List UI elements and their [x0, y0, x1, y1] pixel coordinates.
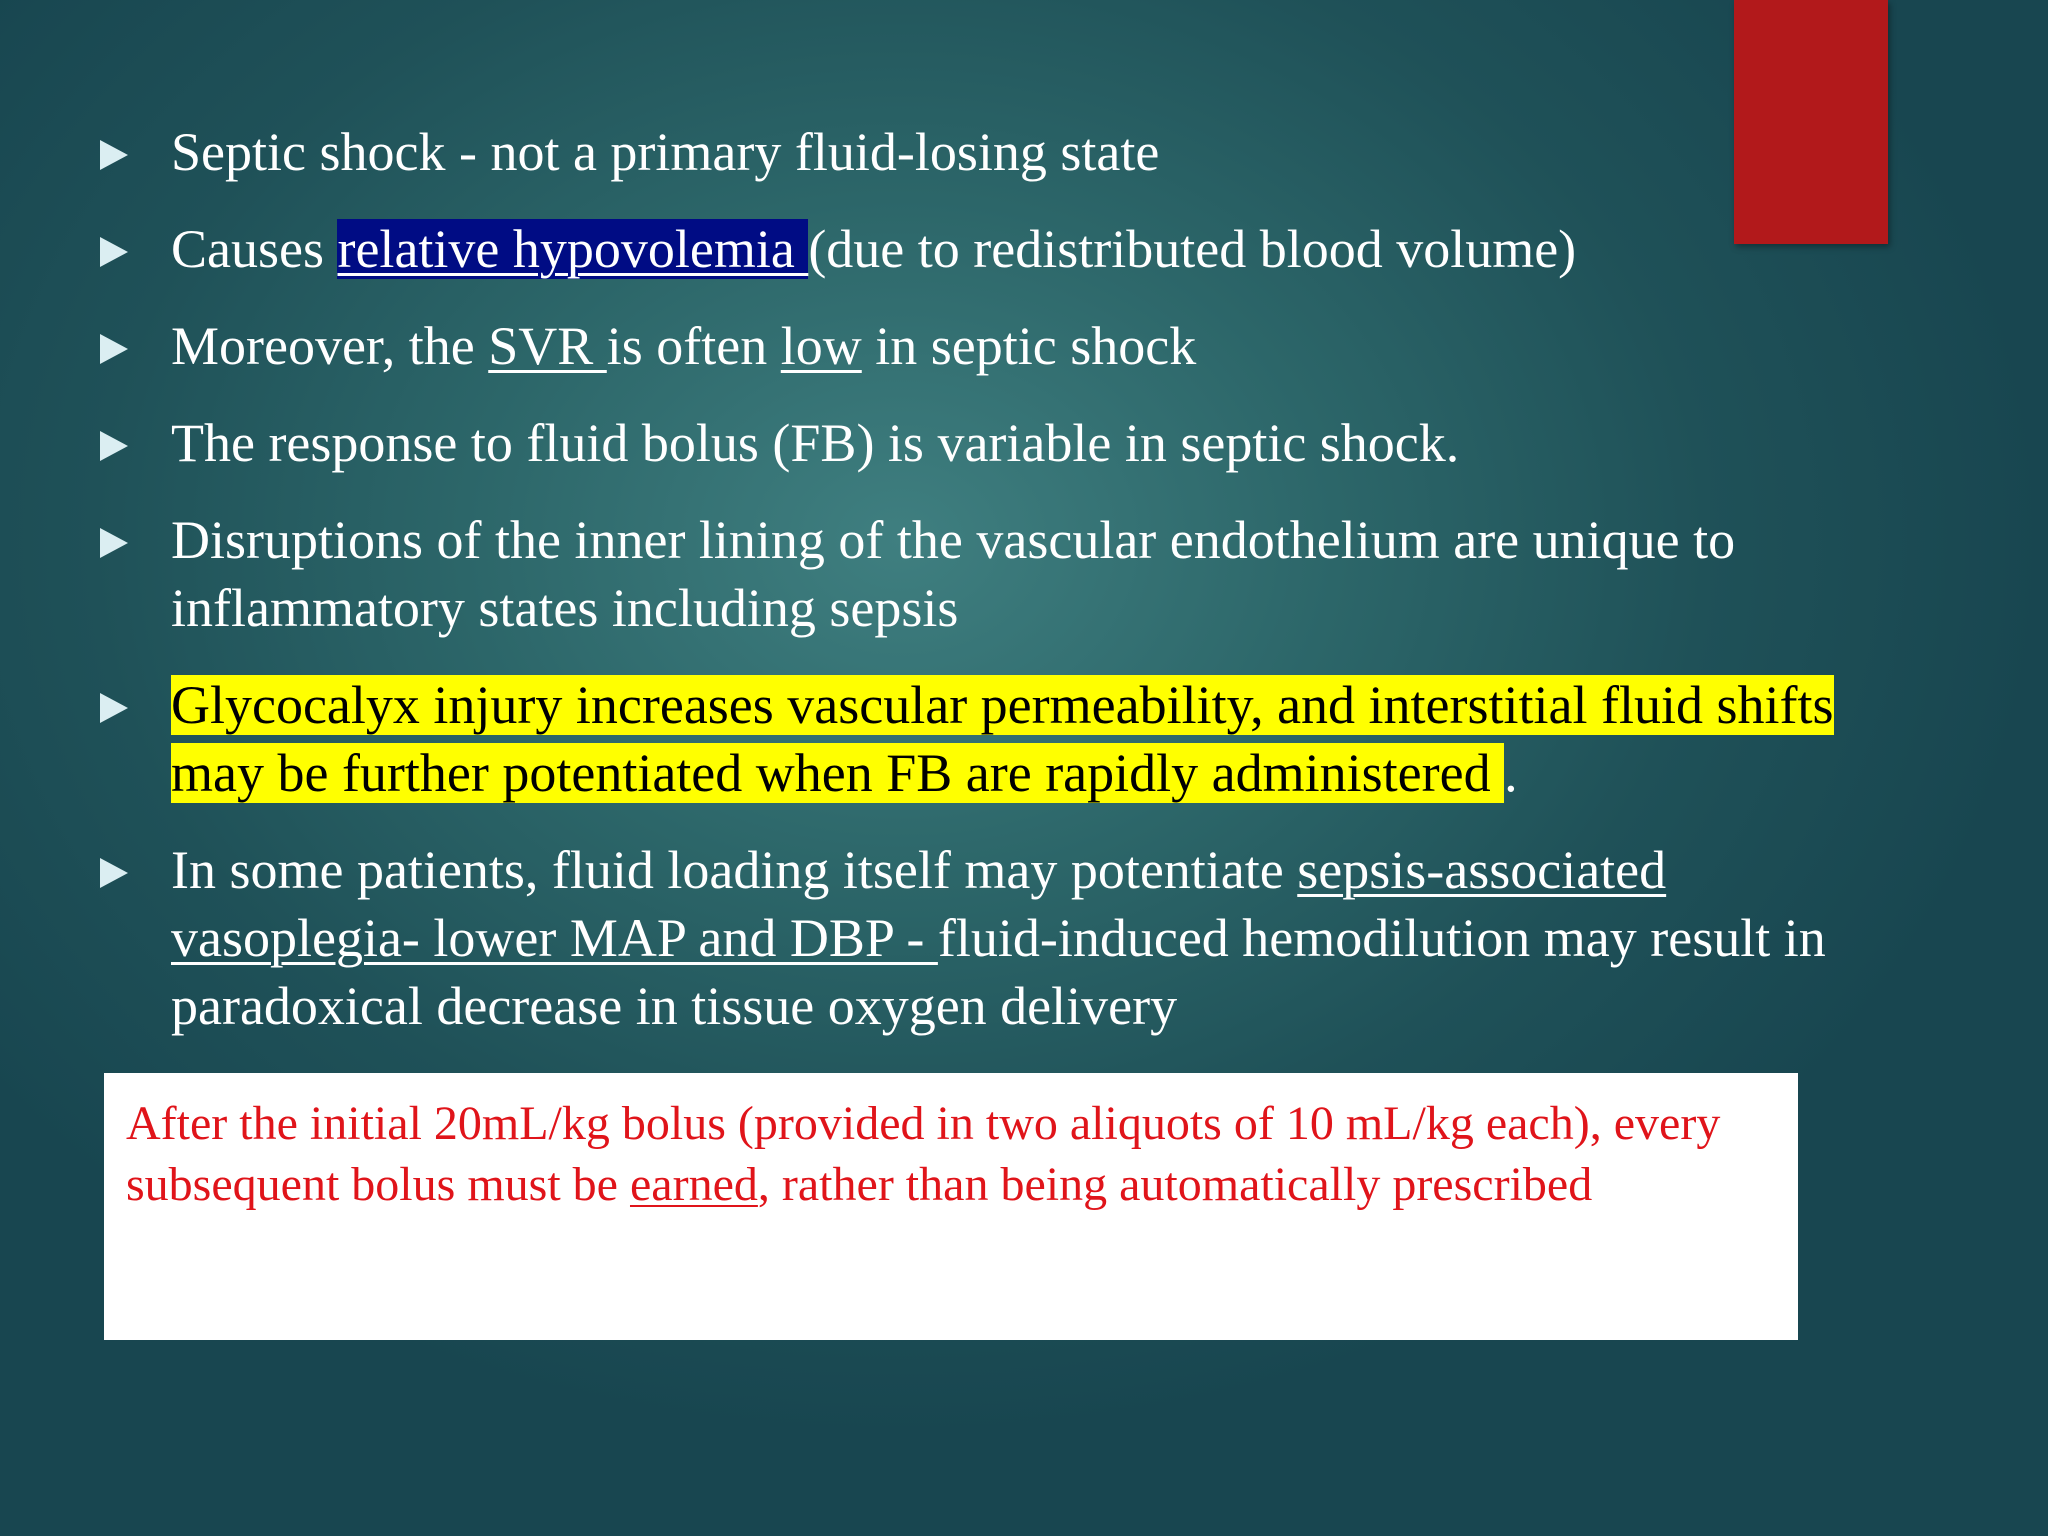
triangle-right-icon — [100, 237, 128, 267]
triangle-right-icon — [100, 140, 128, 170]
bullet-text: In some patients, fluid loading itself may potentiate — [171, 840, 1298, 900]
bullet-text: is often — [606, 316, 781, 376]
underlined-term: SVR — [488, 316, 607, 376]
underlined-term: earned — [629, 1158, 758, 1211]
bullet-text: Septic shock - not a primary fluid-losing state — [171, 122, 1160, 182]
triangle-right-icon — [100, 693, 128, 723]
note-text: After the initial 20mL/kg bolus (provided in two aliquots of 10 mL/kg each), every subsequent bolus must be — [126, 1097, 1721, 1211]
underlined-term: low — [780, 316, 862, 376]
bullet-text: Disruptions of the inner lining of the vascular endothelium are unique to inflammatory states including sepsis — [171, 510, 1736, 638]
triangle-right-icon — [100, 334, 128, 364]
bullet-text: fluid-induced hemodilution may result in paradoxical decrease in tissue oxygen delivery — [171, 908, 1826, 1036]
bullet-list — [98, 118, 1878, 1069]
highlighted-text: Glycocalyx injury increases vascular permeability, and interstitial fluid shifts may be further potentiated when FB are rapidly administered — [171, 675, 1834, 803]
bullet-item-5 — [98, 506, 1878, 642]
bullet-text: Moreover, the — [171, 316, 489, 376]
triangle-right-icon — [100, 858, 128, 888]
bullet-item-1 — [98, 118, 1878, 186]
bullet-item-7 — [98, 836, 1878, 1040]
bullet-item-4 — [98, 409, 1878, 477]
note-box — [104, 1073, 1798, 1340]
highlighted-term: relative hypovolemia — [337, 219, 809, 279]
bullet-item-2 — [98, 215, 1878, 283]
bullet-text: in septic shock — [861, 316, 1197, 376]
bullet-text: (due to redistributed blood volume) — [808, 219, 1577, 279]
bullet-item-6 — [98, 671, 1878, 807]
note-text: , rather than being automatically prescribed — [757, 1158, 1593, 1211]
bullet-text: Causes — [171, 219, 338, 279]
underlined-term: sepsis-associated vasoplegia- lower MAP and DBP - — [171, 840, 1667, 968]
bullet-text: The response to fluid bolus (FB) is variable in septic shock. — [171, 413, 1460, 473]
bullet-item-3 — [98, 312, 1878, 380]
bullet-text: . — [1504, 743, 1518, 803]
triangle-right-icon — [100, 528, 128, 558]
triangle-right-icon — [100, 431, 128, 461]
